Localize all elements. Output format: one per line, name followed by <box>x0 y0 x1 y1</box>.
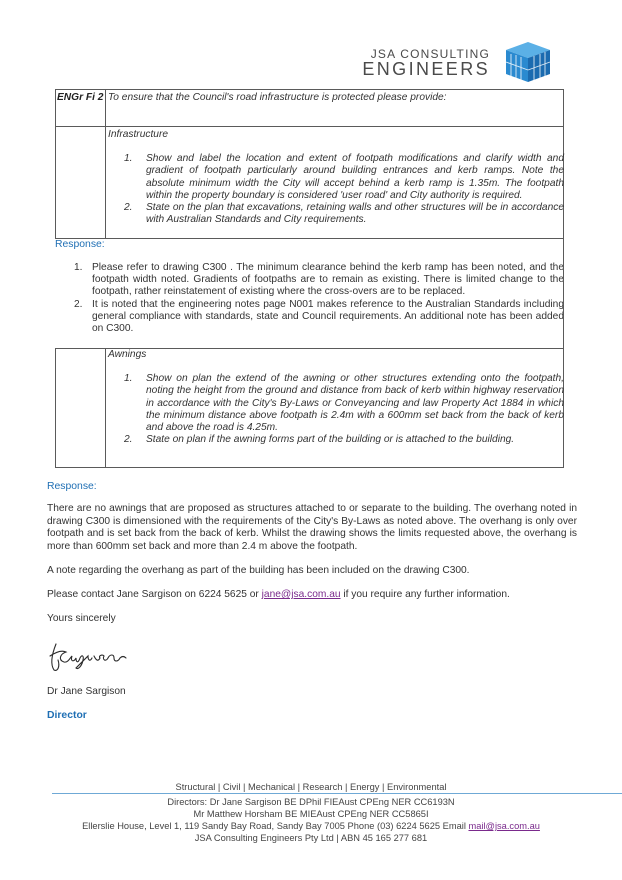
signatory-title: Director <box>47 710 87 721</box>
section-title-awnings: Awnings <box>108 349 147 360</box>
response-list-infrastructure <box>74 262 564 335</box>
list-item: 2. It is noted that the engineering notes page N001 makes reference to the Australian Standards including general compliance with standards, state and Council requirements. An additional note has been added on C300. <box>74 298 564 335</box>
table-column-divider <box>105 89 106 239</box>
footer-directors-2: Mr Matthew Horsham BE MIEAust CPEng NER CC5865I <box>193 809 429 819</box>
table-right-border <box>563 239 564 349</box>
logo-line-1: JSA CONSULTING <box>370 47 490 61</box>
section-title-infrastructure: Infrastructure <box>108 129 169 140</box>
list-item: 2. State on the plan that excavations, retaining walls and other structures will be in accordance with Australian Standards and City requirements. <box>124 202 564 226</box>
list-item: 1. Show on plan the extend of the awning or other structures extending onto the footpath, noting the height from the ground and distance from back of kerb within highway reservation in accordance with the City's By-Laws or Conveyancing and law Property Act 1884 in which the minimum distance above footpath is 2.4m with a 600mm set back from the back of kerb and above the road is 4.25m. <box>124 373 564 434</box>
list-item: 1. Show and label the location and extent of footpath modifications and clarify width and gradient of footpath particularly around building entrances and kerb ramps. Note the absolute minimum width the City will accept behind a kerb ramp is 1.35m. The footpath within the property boundary is considered 'user road' and City authority is required. <box>124 153 564 201</box>
awnings-requirements-list <box>124 373 564 447</box>
closing: Yours sincerely <box>47 613 116 624</box>
infrastructure-requirements-list <box>124 153 564 227</box>
company-logo <box>358 40 558 82</box>
signature-image <box>46 640 132 674</box>
contact-paragraph: Please contact Jane Sargison on 6224 5625 or jane@jsa.com.au if you require any further information. <box>47 589 510 600</box>
footer-directors-1: Directors: Dr Jane Sargison BE DPhil FIEAust CPEng NER CC6193N <box>167 797 455 807</box>
footer-company: JSA Consulting Engineers Pty Ltd | ABN 45 165 277 681 <box>194 833 428 843</box>
table-row-divider <box>55 126 564 127</box>
contact-email-link[interactable]: jane@jsa.com.au <box>261 589 341 600</box>
logo-cube-icon <box>498 40 558 84</box>
footer-address: Ellerslie House, Level 1, 119 Sandy Bay Road, Sandy Bay 7005 Phone (03) 6224 5625 Email mail@jsa.com.au <box>82 821 540 831</box>
requirement-reference: ENGr Fi 2 <box>57 92 104 103</box>
response-label-awnings: Response: <box>47 481 97 492</box>
response-paragraph-1: There are no awnings that are proposed as structures attached to or separate to the building. The overhang noted in drawing C300 is dimensioned with the requirements of the City's By-Laws as noted above. The overhang is only over footpath and is set back from the back of kerb. Whilst the drawing shows the limits requested above, the overhang is more than 600mm set back and more than 2.4 m above the footpath. <box>47 503 577 552</box>
logo-line-2: ENGINEERS <box>362 59 490 79</box>
signatory-name: Dr Jane Sargison <box>47 686 126 697</box>
footer-email-link[interactable]: mail@jsa.com.au <box>468 821 540 831</box>
response-label: Response: <box>55 239 105 250</box>
footer-services: Structural | Civil | Mechanical | Research | Energy | Environmental <box>175 782 447 792</box>
table-column-divider <box>105 348 106 468</box>
list-item: 2. State on plan if the awning forms part of the building or is attached to the building. <box>124 434 515 446</box>
list-item: 1. Please refer to drawing C300 . The minimum clearance behind the kerb ramp has been noted, and the footpath width noted. Gradients of footpaths are to remain as existing. There is limited change to the footpath, rather reinstatement of existing where the cross-overs are to be replaced. <box>74 262 564 298</box>
footer-divider <box>52 793 622 794</box>
response-paragraph-2: A note regarding the overhang as part of the building has been included on the drawing C300. <box>47 565 470 576</box>
requirement-intro: To ensure that the Council's road infrastructure is protected please provide: <box>108 92 447 103</box>
